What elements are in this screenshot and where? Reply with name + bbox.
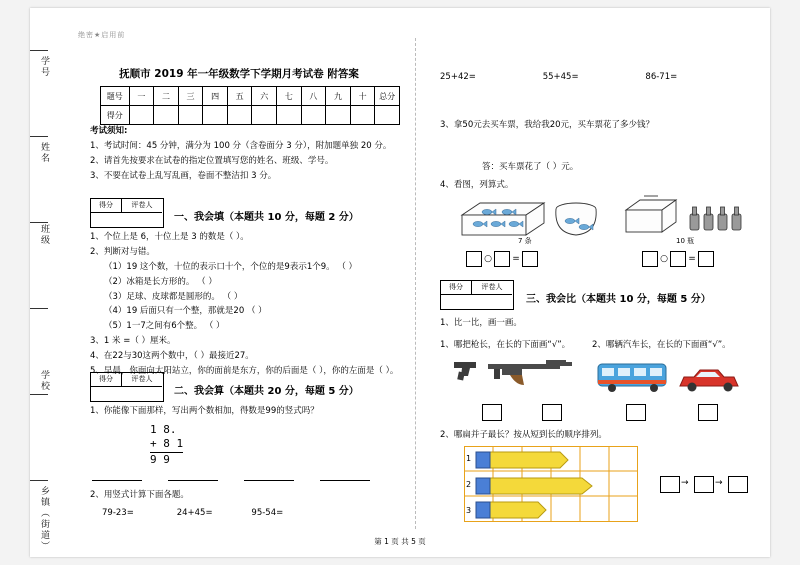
calc-item: 25+42= — [440, 72, 476, 82]
score-cell: 总分 — [375, 87, 400, 106]
q-item: 2、用竖式计算下面各题。 — [90, 490, 189, 500]
svg-text:2: 2 — [466, 480, 472, 489]
margin-label-xuexiao: 学校 — [39, 370, 49, 392]
margin-label-xuehao: 学号 — [39, 56, 49, 78]
score-cell-empty[interactable] — [301, 106, 326, 125]
answer-box[interactable] — [522, 251, 538, 267]
score-cell-empty[interactable] — [375, 106, 400, 125]
grader-box-1 — [90, 198, 164, 228]
answer-line[interactable] — [92, 480, 142, 481]
q-item: （3）足球、皮球都是圆形的。 （ ） — [104, 291, 243, 302]
score-cell-empty[interactable] — [178, 106, 203, 125]
score-cell-empty[interactable] — [129, 106, 154, 125]
right-q3 — [440, 118, 654, 133]
calc-item: 24+45= — [176, 508, 213, 518]
score-cell: 一 — [129, 87, 154, 106]
q-item: 3、1 米 =（ ）厘米。 — [90, 336, 176, 347]
checkbox-gun-2[interactable] — [542, 404, 562, 421]
calc-item: 55+45= — [542, 72, 579, 82]
q-item: 4、在22与30这两个数中，（ ）最接近27。 — [90, 351, 254, 361]
vadd-line3: 9 9 — [150, 452, 170, 466]
exam-page — [30, 8, 770, 557]
score-cell: 八 — [301, 87, 326, 106]
margin-label-xingming: 姓名 — [39, 142, 49, 164]
right-q3-answer — [482, 160, 578, 175]
grader-marker-label: 评卷人 — [472, 281, 512, 295]
answer-line[interactable] — [244, 480, 294, 481]
table-row — [101, 106, 400, 125]
score-cell: 三 — [178, 87, 203, 106]
pencil-grid-illustration — [464, 446, 638, 522]
label-left-count: 7 条 — [518, 237, 532, 245]
q-item: （2）冰箱是长方形的。 （ ） — [104, 276, 217, 287]
equation-row-right[interactable] — [642, 251, 714, 267]
answer-box[interactable] — [698, 251, 714, 267]
left-column — [78, 8, 400, 557]
vadd-line1: 1 8. — [150, 423, 177, 436]
q-item: 2、哪扁并子最长？按从短到长的顺序排列。 — [440, 430, 607, 440]
page-title: 抚顺市 2019 年一年级数学下学期月考试卷 附答案 — [119, 68, 359, 80]
circle-op-box[interactable]: ○ — [484, 254, 492, 264]
label-right-count: 10 瓶 — [676, 237, 695, 245]
section2-row1 — [102, 506, 402, 521]
score-cell: 得分 — [101, 106, 130, 125]
section2-heading: 二、我会算（本题共 20 分，每题 5 分） — [174, 386, 359, 397]
equation-row-left[interactable] — [466, 251, 538, 267]
notice-item: 1、考试时间：45 分钟，满分为 100 分（含卷面分 3 分），附加题单独 20 分。 — [90, 140, 392, 151]
score-cell-empty[interactable] — [154, 106, 179, 125]
grader-marker-label: 评卷人 — [122, 373, 162, 387]
order-box-3[interactable] — [728, 476, 748, 493]
grader-score-label: 得分 — [91, 373, 122, 387]
fish-boxes-illustration — [458, 193, 608, 243]
notice-item: 2、请首先按要求在试卷的指定位置填写您的姓名、班级、学号。 — [90, 155, 334, 166]
order-box-1[interactable] — [660, 476, 680, 493]
score-cell-empty[interactable] — [252, 106, 277, 125]
answer-box[interactable] — [642, 251, 658, 267]
calc-item: 79-23= — [102, 508, 134, 518]
checkbox-gun-1[interactable] — [482, 404, 502, 421]
section2-q1 — [90, 404, 319, 419]
answer-box[interactable] — [494, 251, 510, 267]
score-table — [100, 86, 400, 125]
score-cell: 十 — [350, 87, 375, 106]
q-item: （4）19 后面只有一个整，那就是20 （ ） — [104, 306, 267, 317]
grader-box-2 — [90, 372, 164, 402]
compare-q1b — [592, 338, 731, 353]
arrow-icon: → — [715, 478, 723, 488]
calc-item: 95-54= — [251, 508, 284, 518]
notice-heading: 考试须知: — [90, 126, 128, 136]
score-cell-empty[interactable] — [326, 106, 351, 125]
q-item: 1、个位上是 6，十位上是 3 的数是（ ）。 — [90, 232, 249, 242]
q-answer: 答：买车票花了（ ）元。 — [482, 162, 579, 172]
notice-item: 3、不要在试卷上乱写乱画，卷面不整洁扣 3 分。 — [90, 170, 277, 181]
section2-q2 — [90, 488, 189, 503]
q-item: 2、判断对与错。 — [90, 246, 155, 257]
page-divider — [415, 38, 416, 529]
score-cell-empty[interactable] — [277, 106, 302, 125]
compare-q1a — [440, 338, 570, 353]
equals-sign: = — [512, 254, 520, 264]
secret-note: 绝密★启用前 — [78, 31, 126, 39]
order-box-2[interactable] — [694, 476, 714, 493]
margin-strip — [30, 8, 76, 557]
grader-score-label: 得分 — [441, 281, 472, 295]
q-item: 5、早晨，你面向太阳站立，你的面前是东方，你的后面是（ ），你的左面是（ ）。 — [90, 365, 399, 376]
checkbox-vehicle-1[interactable] — [626, 404, 646, 421]
q-item: 1、比一比，画一画。 — [440, 318, 522, 328]
q-item: 1、你能像下面那样，写出两个数相加，得数是99的竖式吗？ — [90, 406, 319, 416]
section1-items — [90, 230, 398, 379]
grader-box-3 — [440, 280, 514, 310]
score-cell: 七 — [277, 87, 302, 106]
q-item: 4、看图，列算式。 — [440, 180, 514, 190]
compare-q2 — [440, 428, 607, 443]
score-cell: 五 — [227, 87, 252, 106]
margin-label-xiangzhen: 乡镇（街道） — [39, 486, 49, 552]
q-item: 2、哪辆汽车长，在长的下面画“√”。 — [592, 340, 731, 350]
guns-illustration — [450, 356, 580, 396]
notice-block — [90, 124, 391, 184]
calc-item: 86-71= — [645, 72, 678, 82]
circle-op-box[interactable]: ○ — [660, 254, 668, 264]
vadd-line2: + 8 1 — [150, 437, 183, 453]
svg-text:1: 1 — [466, 454, 472, 463]
score-cell: 四 — [203, 87, 228, 106]
vehicles-illustration — [596, 358, 746, 398]
vertical-addition — [150, 423, 183, 466]
svg-text:3: 3 — [466, 506, 472, 515]
checkbox-vehicle-2[interactable] — [698, 404, 718, 421]
compare-q1 — [440, 316, 522, 331]
section1-heading: 一、我会填（本题共 10 分，每题 2 分） — [174, 212, 359, 223]
answer-line[interactable] — [168, 480, 218, 481]
right-column — [430, 8, 748, 557]
score-cell: 题号 — [101, 87, 130, 106]
section3-heading: 三、我会比（本题共 10 分，每题 5 分） — [526, 294, 711, 305]
q-item: 3、拿50元去买车票，我给我20元，买车票花了多少钱？ — [440, 120, 655, 130]
q-item: 1、哪把枪长，在长的下面画“√”。 — [440, 340, 571, 350]
answer-box[interactable] — [670, 251, 686, 267]
score-cell-empty[interactable] — [203, 106, 228, 125]
score-cell-empty[interactable] — [227, 106, 252, 125]
table-row — [101, 87, 400, 106]
grader-score-label: 得分 — [91, 199, 122, 213]
q-item: （1）19 这个数，十位的表示口十个，个位的是9表示1个9。 （ ） — [104, 261, 358, 272]
q-item: （5）1一7之间有6个整。 （ ） — [104, 321, 225, 332]
section2-row2 — [440, 70, 740, 85]
arrow-icon: → — [681, 478, 689, 488]
score-cell: 六 — [252, 87, 277, 106]
answer-box[interactable] — [466, 251, 482, 267]
score-cell: 二 — [154, 87, 179, 106]
score-cell: 九 — [326, 87, 351, 106]
score-cell-empty[interactable] — [350, 106, 375, 125]
grader-marker-label: 评卷人 — [122, 199, 162, 213]
margin-label-banji: 班级 — [39, 224, 49, 246]
page-footer: 第 1 页 共 5 页 — [374, 537, 426, 546]
answer-line[interactable] — [320, 480, 370, 481]
right-q4 — [440, 178, 513, 193]
equals-sign: = — [688, 254, 696, 264]
